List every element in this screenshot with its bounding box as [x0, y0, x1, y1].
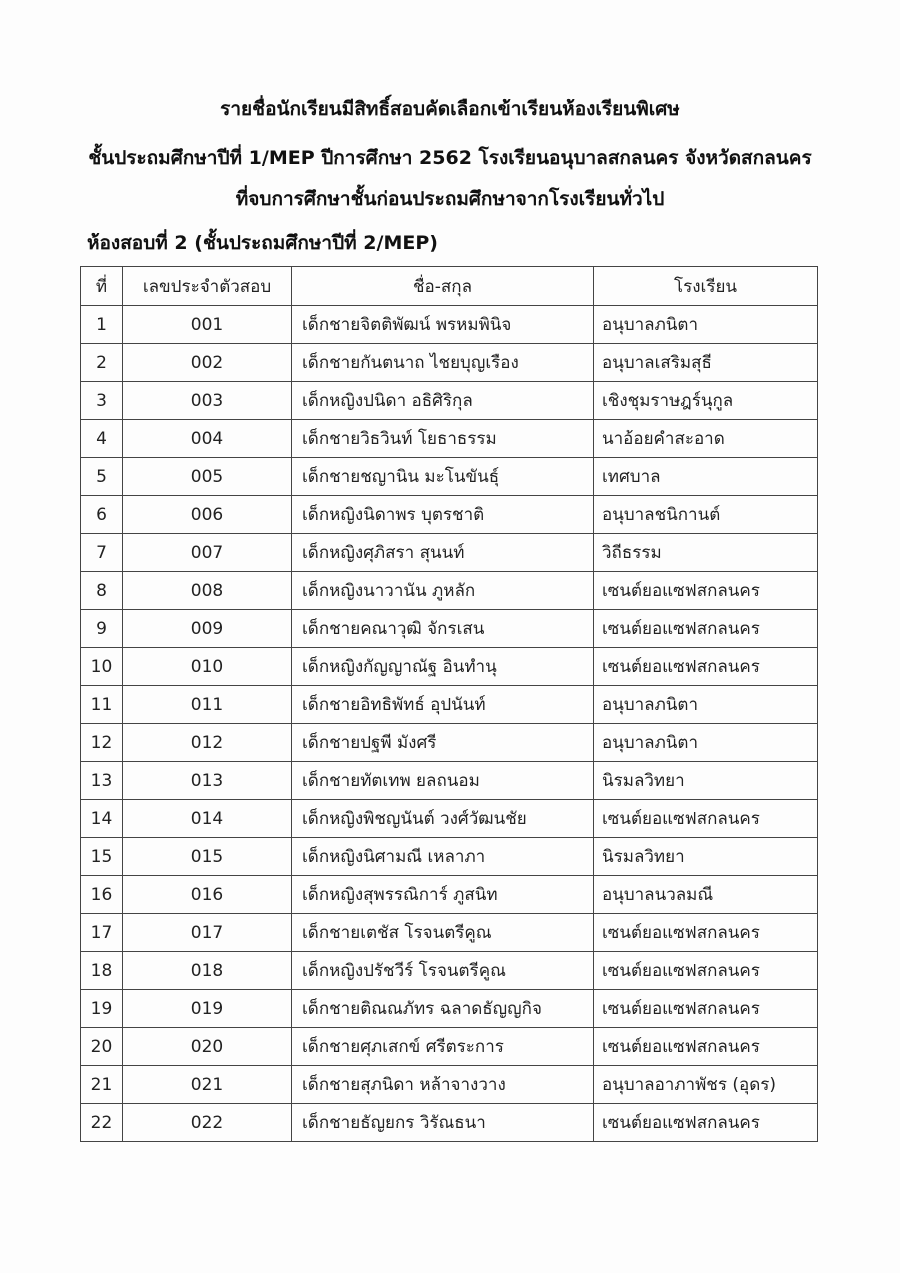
- table-row: [81, 1028, 818, 1066]
- row-number: 4: [81, 420, 123, 458]
- exam-id-cell: 007: [123, 534, 292, 572]
- exam-id-cell: 011: [123, 686, 292, 724]
- student-name-cell: เด็กชายเตชัส โรจนตรีคูณ: [292, 914, 594, 952]
- school-cell: เชิงชุมราษฎร์นุกูล: [594, 382, 818, 420]
- row-number: 13: [81, 762, 123, 800]
- school-cell: เซนต์ยอแซฟสกลนคร: [594, 610, 818, 648]
- student-name-cell: เด็กชายจิตติพัฒน์ พรหมพินิจ: [292, 306, 594, 344]
- student-name-cell: เด็กชายกันตนาถ ไชยบุญเรือง: [292, 344, 594, 382]
- school-cell: อนุบาลภนิตา: [594, 724, 818, 762]
- school-cell: เซนต์ยอแซฟสกลนคร: [594, 572, 818, 610]
- row-number: 3: [81, 382, 123, 420]
- table-row: [81, 800, 818, 838]
- row-number: 6: [81, 496, 123, 534]
- student-name-cell: เด็กชายติณณภัทร ฉลาดธัญญกิจ: [292, 990, 594, 1028]
- student-name-cell: เด็กหญิงนิศามณี เหลาภา: [292, 838, 594, 876]
- table-row: [81, 914, 818, 952]
- table-row: [81, 420, 818, 458]
- exam-id-cell: 002: [123, 344, 292, 382]
- row-number: 15: [81, 838, 123, 876]
- exam-id-cell: 012: [123, 724, 292, 762]
- exam-id-cell: 003: [123, 382, 292, 420]
- school-cell: อนุบาลเสริมสุธี: [594, 344, 818, 382]
- student-name-cell: เด็กหญิงปรัชวีร์ โรจนตรีคูณ: [292, 952, 594, 990]
- school-cell: อนุบาลภนิตา: [594, 306, 818, 344]
- school-cell: เซนต์ยอแซฟสกลนคร: [594, 990, 818, 1028]
- student-name-cell: เด็กหญิงกัญญาณัฐ อินทำนุ: [292, 648, 594, 686]
- row-number: 8: [81, 572, 123, 610]
- exam-id-cell: 021: [123, 1066, 292, 1104]
- student-name-cell: เด็กหญิงสุพรรณิการ์ ภูสนิท: [292, 876, 594, 914]
- exam-id-cell: 019: [123, 990, 292, 1028]
- row-number: 9: [81, 610, 123, 648]
- row-number: 12: [81, 724, 123, 762]
- student-name-cell: เด็กหญิงพิชญนันต์ วงศ์วัฒนชัย: [292, 800, 594, 838]
- row-number: 5: [81, 458, 123, 496]
- table-row: [81, 762, 818, 800]
- exam-id-cell: 014: [123, 800, 292, 838]
- table-row: [81, 952, 818, 990]
- row-number: 21: [81, 1066, 123, 1104]
- row-number: 19: [81, 990, 123, 1028]
- table-row: [81, 648, 818, 686]
- school-cell: อนุบาลนวลมณี: [594, 876, 818, 914]
- student-name-cell: เด็กชายวิธวินท์ โยธาธรรม: [292, 420, 594, 458]
- school-cell: อนุบาลอาภาพัชร (อุดร): [594, 1066, 818, 1104]
- exam-id-cell: 022: [123, 1104, 292, 1142]
- exam-id-cell: 020: [123, 1028, 292, 1066]
- student-name-cell: เด็กชายสุภนิดา หล้าจางวาง: [292, 1066, 594, 1104]
- student-name-cell: เด็กชายคณาวุฒิ จักรเสน: [292, 610, 594, 648]
- row-number: 22: [81, 1104, 123, 1142]
- student-name-cell: เด็กหญิงนิดาพร บุตรชาติ: [292, 496, 594, 534]
- row-number: 2: [81, 344, 123, 382]
- exam-room-heading: ห้องสอบที่ 2 (ชั้นประถมศึกษาปีที่ 2/MEP): [87, 232, 438, 254]
- column-header-school: โรงเรียน: [594, 267, 818, 306]
- exam-id-cell: 005: [123, 458, 292, 496]
- exam-id-cell: 016: [123, 876, 292, 914]
- exam-id-cell: 018: [123, 952, 292, 990]
- exam-id-cell: 001: [123, 306, 292, 344]
- row-number: 18: [81, 952, 123, 990]
- student-name-cell: เด็กชายปฐพี มังศรี: [292, 724, 594, 762]
- school-cell: เทศบาล: [594, 458, 818, 496]
- school-cell: เซนต์ยอแซฟสกลนคร: [594, 648, 818, 686]
- row-number: 11: [81, 686, 123, 724]
- exam-id-cell: 013: [123, 762, 292, 800]
- column-header-exam-id: เลขประจำตัวสอบ: [123, 267, 292, 306]
- table-row: [81, 990, 818, 1028]
- row-number: 7: [81, 534, 123, 572]
- student-name-cell: เด็กชายทัตเทพ ยลถนอม: [292, 762, 594, 800]
- school-cell: อนุบาลภนิตา: [594, 686, 818, 724]
- student-name-cell: เด็กชายศุภเสกข์ ศรีตระการ: [292, 1028, 594, 1066]
- student-name-cell: เด็กชายอิทธิพัทธ์ อุปนันท์: [292, 686, 594, 724]
- table-body: [81, 306, 818, 1142]
- school-cell: นิรมลวิทยา: [594, 762, 818, 800]
- student-table: [80, 266, 818, 1142]
- table-row: [81, 496, 818, 534]
- exam-id-cell: 015: [123, 838, 292, 876]
- table-row: [81, 876, 818, 914]
- school-cell: นาอ้อยคำสะอาด: [594, 420, 818, 458]
- table-row: [81, 534, 818, 572]
- row-number: 20: [81, 1028, 123, 1066]
- school-cell: นิรมลวิทยา: [594, 838, 818, 876]
- table-row: [81, 344, 818, 382]
- exam-id-cell: 004: [123, 420, 292, 458]
- school-cell: วิถีธรรม: [594, 534, 818, 572]
- school-cell: อนุบาลชนิกานต์: [594, 496, 818, 534]
- table-row: [81, 686, 818, 724]
- student-name-cell: เด็กหญิงปนิดา อธิศิริกุล: [292, 382, 594, 420]
- exam-id-cell: 008: [123, 572, 292, 610]
- table-row: [81, 838, 818, 876]
- row-number: 10: [81, 648, 123, 686]
- table-row: [81, 306, 818, 344]
- column-header-name: ชื่อ-สกุล: [292, 267, 594, 306]
- student-name-cell: เด็กหญิงนาวานัน ภูหลัก: [292, 572, 594, 610]
- school-cell: เซนต์ยอแซฟสกลนคร: [594, 914, 818, 952]
- document-title: รายชื่อนักเรียนมีสิทธิ์สอบคัดเลือกเข้าเรียนห้องเรียนพิเศษ: [220, 98, 680, 120]
- row-number: 16: [81, 876, 123, 914]
- table-row: [81, 458, 818, 496]
- school-cell: เซนต์ยอแซฟสกลนคร: [594, 1028, 818, 1066]
- column-header-no: ที่: [81, 267, 123, 306]
- row-number: 14: [81, 800, 123, 838]
- student-name-cell: เด็กชายธัญยกร วิรัณธนา: [292, 1104, 594, 1142]
- student-name-cell: เด็กหญิงศุภิสรา สุนนท์: [292, 534, 594, 572]
- school-cell: เซนต์ยอแซฟสกลนคร: [594, 1104, 818, 1142]
- exam-id-cell: 017: [123, 914, 292, 952]
- table-row: [81, 724, 818, 762]
- exam-id-cell: 010: [123, 648, 292, 686]
- student-name-cell: เด็กชายชญานิน มะโนขันธุ์: [292, 458, 594, 496]
- exam-id-cell: 009: [123, 610, 292, 648]
- table-row: [81, 382, 818, 420]
- document-subtitle-2: ที่จบการศึกษาชั้นก่อนประถมศึกษาจากโรงเรียนทั่วไป: [235, 188, 665, 210]
- document-subtitle: ชั้นประถมศึกษาปีที่ 1/MEP ปีการศึกษา 2562 โรงเรียนอนุบาลสกลนคร จังหวัดสกลนคร: [88, 147, 812, 169]
- row-number: 17: [81, 914, 123, 952]
- school-cell: เซนต์ยอแซฟสกลนคร: [594, 800, 818, 838]
- table-header-row: [81, 267, 818, 306]
- school-cell: เซนต์ยอแซฟสกลนคร: [594, 952, 818, 990]
- table-row: [81, 1066, 818, 1104]
- table-row: [81, 610, 818, 648]
- table-row: [81, 572, 818, 610]
- exam-id-cell: 006: [123, 496, 292, 534]
- table-row: [81, 1104, 818, 1142]
- row-number: 1: [81, 306, 123, 344]
